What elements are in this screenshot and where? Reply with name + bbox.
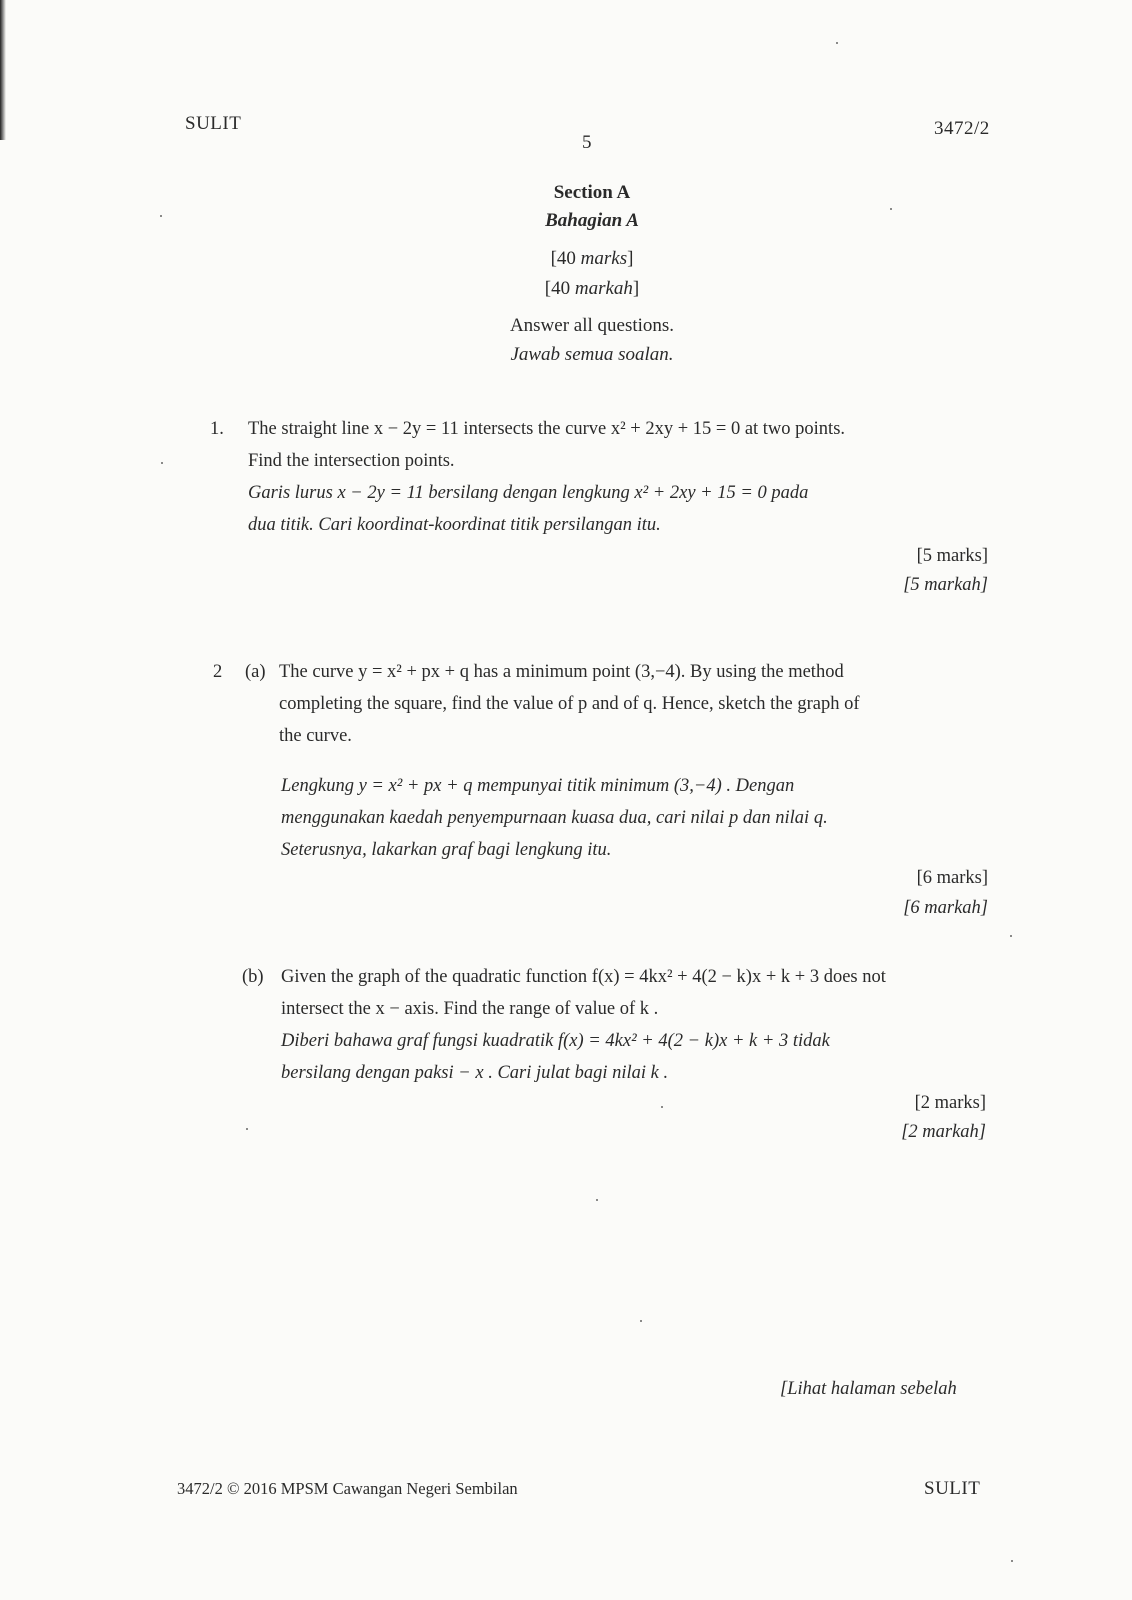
question-1-en-line-2: Find the intersection points. — [248, 451, 455, 471]
scan-speck — [890, 208, 892, 210]
question-2b-label: (b) — [242, 967, 264, 987]
scan-speck — [161, 462, 163, 464]
header-paper-code: 3472/2 — [934, 118, 990, 139]
question-2a-ms-line-1: Lengkung y = x² + px + q mempunyai titik minimum (3,−4) . Dengan — [281, 776, 795, 796]
footer-sulit: SULIT — [924, 1478, 981, 1499]
scan-speck — [661, 1106, 663, 1108]
question-2a-ms-line-3: Seterusnya, lakarkan graf bagi lengkung itu. — [281, 840, 612, 860]
scan-speck — [1011, 1560, 1013, 1562]
header-sulit: SULIT — [185, 113, 242, 134]
section-marks-ms: [40 markah] — [544, 278, 640, 299]
section-title-ms: Bahagian A — [545, 210, 639, 231]
question-2b-ms-line-1: Diberi bahawa graf fungsi kuadratik f(x) = 4kx² + 4(2 − k)x + k + 3 tidak — [281, 1031, 830, 1051]
question-1-ms-line-1: Garis lurus x − 2y = 11 bersilang dengan lengkung x² + 2xy + 15 = 0 pada — [248, 483, 809, 503]
question-2b-en-line-2: intersect the x − axis. Find the range of value of k . — [281, 999, 659, 1019]
section-instruction: Answer all questions. — [509, 315, 675, 336]
question-2a-label: (a) — [245, 662, 266, 682]
scan-speck — [1010, 935, 1012, 937]
scan-speck — [640, 1320, 642, 1322]
scan-speck — [836, 42, 838, 44]
question-1-marks: [5 marks] — [916, 546, 988, 566]
question-1-number: 1. — [210, 419, 224, 439]
question-2b-marks-ms: [2 markah] — [901, 1122, 986, 1142]
question-2b — [281, 961, 991, 1089]
footer-copyright: 3472/2 © 2016 MPSM Cawangan Negeri Sembilan — [177, 1479, 518, 1498]
question-2-number: 2 — [213, 662, 223, 682]
scan-edge-shadow — [0, 0, 6, 140]
question-2a-en-line-1: The curve y = x² + px + q has a minimum point (3,−4). By using the method — [279, 662, 844, 682]
section-instruction-ms: Jawab semua soalan. — [510, 344, 674, 365]
section-title: Section A — [553, 182, 631, 203]
question-1 — [248, 413, 978, 541]
scan-speck — [246, 1128, 248, 1130]
scan-speck — [160, 215, 162, 217]
question-2a-ms — [281, 770, 989, 866]
question-2b-ms-line-2: bersilang dengan paksi − x . Cari julat bagi nilai k . — [281, 1063, 669, 1083]
question-2a-ms-line-2: menggunakan kaedah penyempurnaan kuasa dua, cari nilai p dan nilai q. — [281, 808, 828, 828]
scan-speck — [596, 1199, 598, 1201]
question-1-ms-line-2: dua titik. Cari koordinat-koordinat titik persilangan itu. — [248, 515, 661, 535]
question-2b-en-line-1: Given the graph of the quadratic function f(x) = 4kx² + 4(2 − k)x + k + 3 does not — [281, 967, 886, 987]
question-1-marks-ms: [5 markah] — [903, 575, 988, 595]
next-page-note: [Lihat halaman sebelah — [780, 1379, 957, 1399]
question-2a-marks: [6 marks] — [916, 868, 988, 888]
question-2a-en-line-3: the curve. — [279, 726, 352, 746]
question-2a-en-line-2: completing the square, find the value of p and of q. Hence, sketch the graph of — [279, 694, 860, 714]
question-2a-en — [279, 656, 979, 752]
question-2b-marks: [2 marks] — [914, 1093, 986, 1113]
section-marks: [40 marks] — [550, 248, 634, 269]
question-2a-marks-ms: [6 markah] — [903, 898, 988, 918]
page-number: 5 — [582, 132, 592, 153]
question-1-en-line-1: The straight line x − 2y = 11 intersects the curve x² + 2xy + 15 = 0 at two points. — [248, 419, 846, 439]
